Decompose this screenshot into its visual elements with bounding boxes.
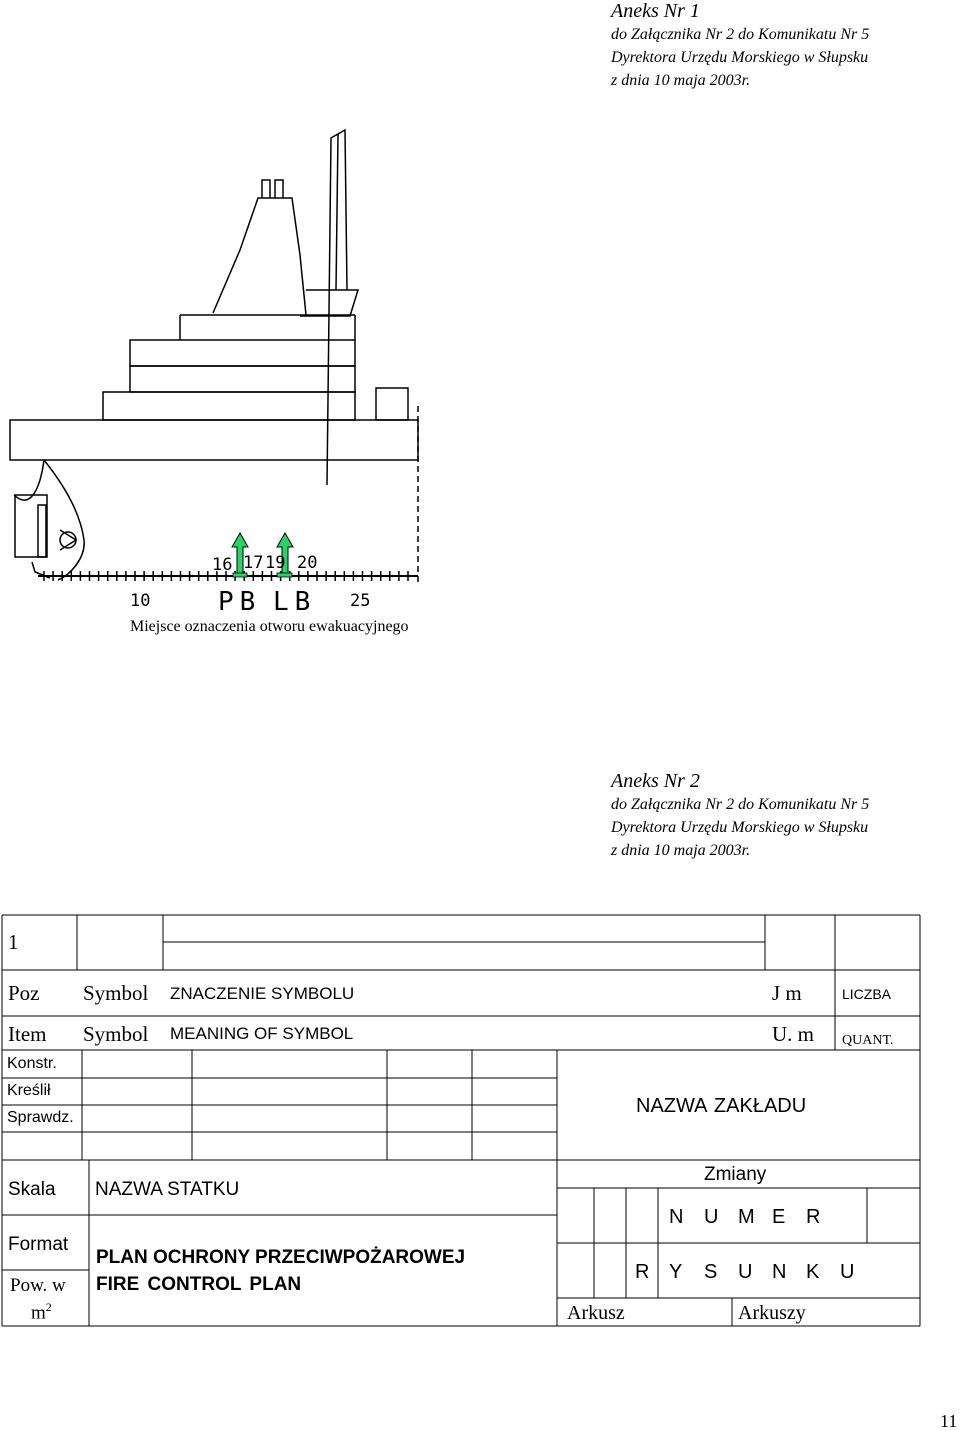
- company-name: NAZWA ZAKŁADU: [636, 1095, 807, 1117]
- page-number: 11: [940, 1411, 958, 1431]
- ship-name-label: NAZWA STATKU: [95, 1179, 240, 1200]
- frame-label-16: 16: [212, 555, 233, 575]
- area-unit-m: m: [31, 1302, 46, 1324]
- frame-label-20: 20: [297, 553, 318, 573]
- frame-label-19: 19: [265, 553, 286, 573]
- sprawdz-label: Sprawdz.: [7, 1109, 74, 1126]
- annex1-title: Aneks Nr 1: [611, 0, 700, 22]
- side-label-pb: PB: [218, 587, 262, 615]
- drawing-caption: Miejsce oznaczenia otworu ewakuacyjnego: [130, 618, 409, 635]
- annex2-line3: z dnia 10 maja 2003r.: [611, 842, 751, 859]
- frame-label-10: 10: [130, 591, 151, 611]
- numer-letter: E: [772, 1206, 786, 1228]
- quantity-label-en: QUANT.: [842, 1033, 894, 1048]
- arkusz-label: Arkusz: [567, 1302, 625, 1324]
- area-unit: [31, 1301, 52, 1322]
- annex2-line1: do Załącznika Nr 2 do Komunikatu Nr 5: [611, 796, 870, 813]
- item-label-en: Item: [8, 1022, 47, 1046]
- numer-letter: R: [806, 1206, 821, 1228]
- symbol-label-pl: Symbol: [83, 981, 149, 1005]
- plan-title-pl: PLAN OCHRONY PRZECIWPOŻAROWEJ: [96, 1247, 466, 1268]
- arkuszy-label: Arkuszy: [738, 1302, 806, 1324]
- plan-title-en: FIRE CONTROL PLAN: [96, 1274, 302, 1295]
- frame-label-25: 25: [350, 591, 371, 611]
- rysunku-letter: R: [635, 1261, 650, 1283]
- area-unit-sup: 2: [45, 1300, 52, 1314]
- rysunku-letter: U: [840, 1261, 855, 1283]
- zmiany-label: Zmiany: [704, 1164, 767, 1185]
- kreslil-label: Kreślił: [7, 1082, 51, 1099]
- row-number: 1: [8, 930, 19, 954]
- rysunku-letter: N: [772, 1261, 787, 1283]
- annex1-line3: z dnia 10 maja 2003r.: [611, 72, 751, 89]
- rysunku-letter: U: [738, 1261, 753, 1283]
- symbol-label-en: Symbol: [83, 1022, 149, 1046]
- rysunku-letter: Y: [669, 1261, 683, 1283]
- rysunku-letter: S: [704, 1261, 718, 1283]
- unit-label-pl: J m: [772, 981, 802, 1005]
- rysunku-letter: K: [806, 1261, 820, 1283]
- konstr-label: Konstr.: [7, 1055, 57, 1072]
- meaning-label-pl: ZNACZENIE SYMBOLU: [170, 984, 355, 1003]
- numer-letter: U: [704, 1206, 719, 1228]
- unit-label-en: U. m: [772, 1022, 814, 1046]
- poz-label: Poz: [8, 981, 40, 1005]
- frame-label-17: 17: [243, 553, 264, 573]
- annex1-line1: do Załącznika Nr 2 do Komunikatu Nr 5: [611, 26, 870, 43]
- skala-label: Skala: [8, 1179, 56, 1200]
- numer-letter: N: [669, 1206, 684, 1228]
- format-label: Format: [8, 1234, 69, 1255]
- annex2-title: Aneks Nr 2: [611, 770, 700, 792]
- area-label: Pow. w: [10, 1275, 66, 1296]
- quantity-label-pl: LICZBA: [842, 986, 892, 1002]
- numer-letter: M: [738, 1206, 755, 1228]
- meaning-label-en: MEANING OF SYMBOL: [170, 1024, 354, 1043]
- annex1-line2: Dyrektora Urzędu Morskiego w Słupsku: [611, 49, 869, 66]
- annex2-line2: Dyrektora Urzędu Morskiego w Słupsku: [611, 819, 869, 836]
- side-label-lb: LB: [273, 587, 317, 615]
